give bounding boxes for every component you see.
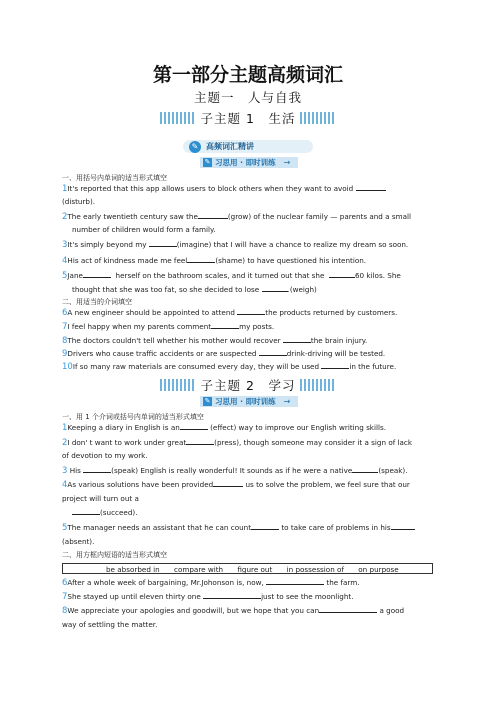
question-3: 3 His (speak) English is really wonderful! It sounds as if he were a native (speak). [62,466,408,476]
answer-blank[interactable] [356,184,386,191]
badge-label: 高频词汇精讲 [206,142,254,151]
question-number: 6 [62,308,68,318]
question-number: 5 [62,523,68,533]
question-5-cont: thought that she was too fat, so she decided to lose .(weigh) [72,285,317,294]
answer-blank[interactable] [352,466,378,473]
answer-blank[interactable] [321,362,349,369]
stripe-decoration [300,379,336,391]
answer-blank[interactable] [180,423,208,430]
question-number: 4 [62,256,68,266]
answer-blank[interactable] [198,212,228,219]
answer-blank[interactable] [149,240,177,247]
question-4-cont: project will turn out a [62,494,139,503]
badge-icon: ✎ [189,141,201,153]
question-4: 4His act of kindness made me feel (shame) to have questioned his intention. [62,256,367,266]
stripe-decoration [300,112,336,124]
answer-blank[interactable] [203,592,261,599]
question-6: 6A new engineer should be appointed to attend the products returned by customers. [62,308,398,318]
page-subtitle: 主题一 人与自我 [193,90,302,105]
stripe-decoration [160,112,196,124]
question-8: 8We appreciate your apologies and goodwill, but we hope that you can a good [62,606,405,616]
question-number: 2 [62,438,68,448]
answer-blank[interactable] [72,508,100,515]
section-heading: 二、用方框内短语的适当形式填空 [62,551,167,559]
phrase-item: on purpose [358,565,399,574]
question-8: 8The doctors couldn't tell whether his mother would recover the brain injury. [62,336,368,346]
answer-blank[interactable] [187,256,215,263]
answer-blank[interactable] [237,308,265,315]
question-7: 7I feel happy when my parents comment my posts. [62,322,275,332]
question-6: 6After a whole week of bargaining, Mr.Johonson is, now, the farm. [62,578,360,588]
question-number: 10 [62,362,73,372]
answer-blank[interactable] [83,271,111,278]
question-9: 9Drivers who cause traffic accidents or are suspected drink-driving will be tested. [62,349,386,359]
question-4-cont2: (succeed). [72,508,442,517]
topic-label: 子主题 1 生活 [200,111,296,126]
answer-blank[interactable] [251,523,279,530]
question-number: 4 [62,480,68,490]
topic-header-2 [160,377,336,393]
answer-blank[interactable] [266,578,324,585]
arrow-icon: → [283,397,291,406]
answer-blank[interactable] [391,523,415,530]
phrase-item: be absorbed in [106,565,160,574]
question-5: 5Jane herself on the bathroom scales, and it turned out that she 60 kilos. She [62,271,401,281]
phrase-item: compare with [174,565,224,574]
question-number: 1 [62,184,68,194]
answer-blank[interactable] [211,322,239,329]
pen-icon: ✎ [204,397,211,405]
question-number: 9 [62,349,68,359]
question-number: 3 [62,240,68,250]
question-number: 5 [62,271,68,281]
section-heading: 一、用 1 个介词或括号内单词的适当形式填空 [62,413,204,421]
practice-label: 习思用 · 即时训练 [215,158,276,167]
phrase-box [62,563,433,574]
question-5-cont: (absent). [62,537,95,546]
section-heading: 二、用适当的介词填空 [62,298,132,306]
answer-blank[interactable] [83,466,111,473]
answer-blank[interactable] [262,285,288,292]
question-number: 3 [62,466,68,476]
answer-blank[interactable] [329,271,355,278]
question-number: 6 [62,578,68,588]
practice-banner [200,157,298,168]
page-title: 第一部分主题高频词汇 [152,64,343,86]
question-number: 8 [62,336,68,346]
topic-label: 子主题 2 学习 [200,378,296,393]
question-2-cont: number of children would form a family. [72,225,216,234]
practice-banner [200,396,298,407]
question-number: 7 [62,322,68,332]
answer-blank[interactable] [319,606,377,613]
answer-blank[interactable] [213,480,243,487]
answer-blank[interactable] [259,349,287,356]
vocab-badge [183,140,313,153]
question-10: 10If so many raw materials are consumed every day, they will be used in the future. [62,362,397,372]
question-2: 2I don' t want to work under great (press), though someone may consider it a sign of lack [62,438,413,448]
pen-icon: ✎ [204,158,211,166]
topic-header-1 [160,110,336,126]
question-number: 8 [62,606,68,616]
question-3: 3It's simply beyond my (imagine) that I will have a chance to realize my dream so soon. [62,240,409,250]
arrow-icon: → [283,158,291,167]
question-1: 1It's reported that this app allows users to block others when they want to avoid [62,184,432,194]
question-1: 1Keeping a diary in English is an (effect) way to improve our English writing skills. [62,423,386,433]
answer-blank[interactable] [283,336,311,343]
question-8-cont: way of settling the matter. [62,620,158,629]
phrase-item: figure out [237,565,273,574]
section-heading: 一、用括号内单词的适当形式填空 [62,174,167,182]
stripe-decoration [160,379,196,391]
question-2-cont: of devotion to my work. [62,451,148,460]
question-1-cont: (disturb). [62,197,96,206]
practice-label: 习思用 · 即时训练 [215,397,276,406]
question-number: 1 [62,423,68,433]
question-7: 7She stayed up until eleven thirty one just to see the moonlight. [62,592,354,602]
phrase-item: in possession of [286,565,344,574]
question-number: 2 [62,212,68,222]
question-5: 5The manager needs an assistant that he can count to take care of problems in his [62,523,432,533]
question-number: 7 [62,592,68,602]
question-2: 2The early twentieth century saw the (grow) of the nuclear family — parents and a small [62,212,411,222]
question-4: 4As various solutions have been provided us to solve the problem, we feel sure that our [62,480,410,490]
answer-blank[interactable] [186,438,214,445]
